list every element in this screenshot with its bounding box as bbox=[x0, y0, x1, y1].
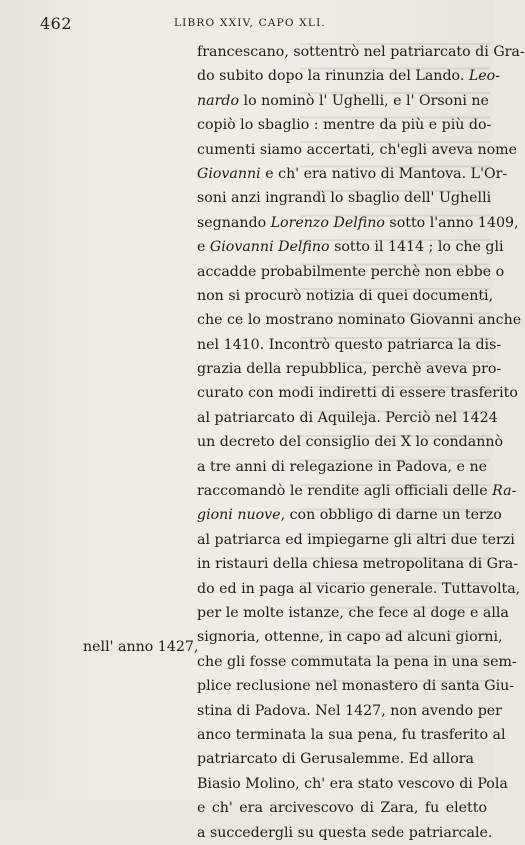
text-segment: che gli fosse commutata la pena in una sem- bbox=[197, 653, 517, 670]
text-line bbox=[197, 89, 487, 113]
text-line bbox=[197, 601, 509, 625]
text-segment: do subito dopo la rinunzia del Lando. bbox=[197, 68, 469, 85]
italic-text: Lorenzo Delfino bbox=[270, 214, 385, 231]
text-segment: per le molte istanze, che fece al doge e alla bbox=[197, 604, 509, 621]
text-segment: e ch' era nativo di Mantova. L'Or- bbox=[260, 165, 508, 182]
text-line bbox=[197, 479, 517, 503]
text-segment: Biasio Molino, ch' era stato vescovo di Pola bbox=[197, 775, 508, 792]
text-line bbox=[197, 430, 504, 454]
text-segment: non si procurò notizia di quei documenti, bbox=[197, 287, 494, 304]
text-line bbox=[197, 577, 521, 601]
text-segment: plice reclusione nel monastero di santa Giu- bbox=[197, 678, 515, 695]
text-segment: al patriarcato di Aquileja. Perciò nel 1424 bbox=[197, 409, 498, 426]
text-line bbox=[197, 284, 494, 308]
text-segment: a tre anni di relegazione in Padova, e ne bbox=[197, 458, 487, 475]
italic-text: gioni nuove bbox=[197, 507, 281, 524]
text-line bbox=[197, 357, 502, 381]
text-line bbox=[197, 699, 502, 723]
text-segment: e ch' era arcivescovo di Zara, fu eletto bbox=[197, 800, 487, 817]
text-segment: lo nominò l' Ughelli, e l' Orsoni ne bbox=[239, 92, 489, 109]
text-segment: curato con modi indiretti di essere trasferito bbox=[197, 385, 518, 402]
text-line bbox=[197, 333, 502, 357]
text-line bbox=[197, 503, 502, 527]
text-line bbox=[197, 821, 493, 845]
text-line bbox=[197, 211, 519, 235]
text-segment: sotto il 1414 ; lo che gli bbox=[329, 239, 504, 256]
text-segment: soni anzi ingrandì lo sbaglio dell' Ughelli bbox=[197, 190, 492, 207]
text-line bbox=[197, 455, 487, 479]
text-segment: in ristauri della chiesa metropolitana di Gra- bbox=[197, 556, 519, 573]
text-segment: nel 1410. Incontrò questo patriarca la dis- bbox=[197, 336, 502, 353]
text-line bbox=[197, 113, 492, 137]
text-line bbox=[197, 723, 506, 747]
page-header bbox=[40, 14, 460, 34]
text-line bbox=[197, 772, 508, 796]
text-segment: segnando bbox=[197, 214, 271, 231]
text-line bbox=[197, 186, 492, 210]
italic-text: Giovanni bbox=[197, 165, 261, 182]
text-segment: un decreto del consiglio dei X lo condannò bbox=[197, 434, 504, 451]
italic-text: nardo bbox=[197, 92, 240, 109]
text-line bbox=[197, 625, 503, 649]
text-line bbox=[197, 528, 515, 552]
italic-text: Ra- bbox=[492, 483, 517, 500]
text-line bbox=[197, 406, 498, 430]
text-segment: che ce lo mostrano nominato Giovanni anche bbox=[197, 312, 522, 329]
text-segment: , con obbligo di darne un terzo bbox=[280, 507, 502, 524]
text-line bbox=[197, 235, 504, 259]
text-line bbox=[197, 796, 487, 820]
text-segment: francescano, sottentrò nel patriarcato di Gra- bbox=[197, 44, 525, 60]
page-number: 462 bbox=[40, 14, 73, 33]
text-segment: stina di Padova. Nel 1427, non avendo per bbox=[197, 702, 502, 719]
text-segment: anco terminata la sua pena, fu trasferito al bbox=[197, 726, 506, 743]
text-segment: accadde probabilmente perchè non ebbe o bbox=[197, 263, 505, 280]
main-text bbox=[197, 40, 525, 845]
margin-note: nell' anno 1427, bbox=[83, 639, 199, 655]
text-line bbox=[197, 650, 517, 674]
text-segment: cumenti siamo accertati, ch'egli aveva nome bbox=[197, 141, 517, 158]
text-line bbox=[197, 138, 517, 162]
text-segment: do ed in paga al vicario generale. Tuttavolta, bbox=[197, 580, 521, 597]
text-segment: copiò lo sbaglio : mentre da più e più do- bbox=[197, 117, 492, 134]
text-segment: grazia della repubblica, perchè aveva pro- bbox=[197, 361, 502, 378]
text-line bbox=[197, 260, 505, 284]
text-line bbox=[197, 674, 515, 698]
text-line bbox=[197, 552, 519, 576]
text-line bbox=[197, 40, 525, 64]
italic-text: Giovanni Delfino bbox=[209, 239, 330, 256]
text-segment: sotto l'anno 1409, bbox=[384, 214, 519, 231]
text-segment: patriarcato di Gerusalemme. Ed allora bbox=[197, 751, 474, 768]
text-line bbox=[197, 747, 487, 771]
text-line bbox=[197, 381, 518, 405]
text-segment: raccomandò le rendite agli officiali delle bbox=[197, 483, 493, 500]
text-segment: al patriarca ed impiegarne gli altri due terzi bbox=[197, 531, 515, 548]
text-segment: signoria, ottenne, in capo ad alcuni giorni, bbox=[197, 629, 503, 646]
text-segment: a succedergli su questa sede patriarcale. bbox=[197, 824, 493, 841]
text-line bbox=[197, 308, 522, 332]
text-line bbox=[197, 162, 508, 186]
running-title: LIBRO XXIV, CAPO XLI. bbox=[174, 17, 326, 29]
text-line bbox=[197, 64, 500, 88]
italic-text: Leo- bbox=[468, 68, 500, 85]
text-segment: e bbox=[197, 239, 210, 256]
